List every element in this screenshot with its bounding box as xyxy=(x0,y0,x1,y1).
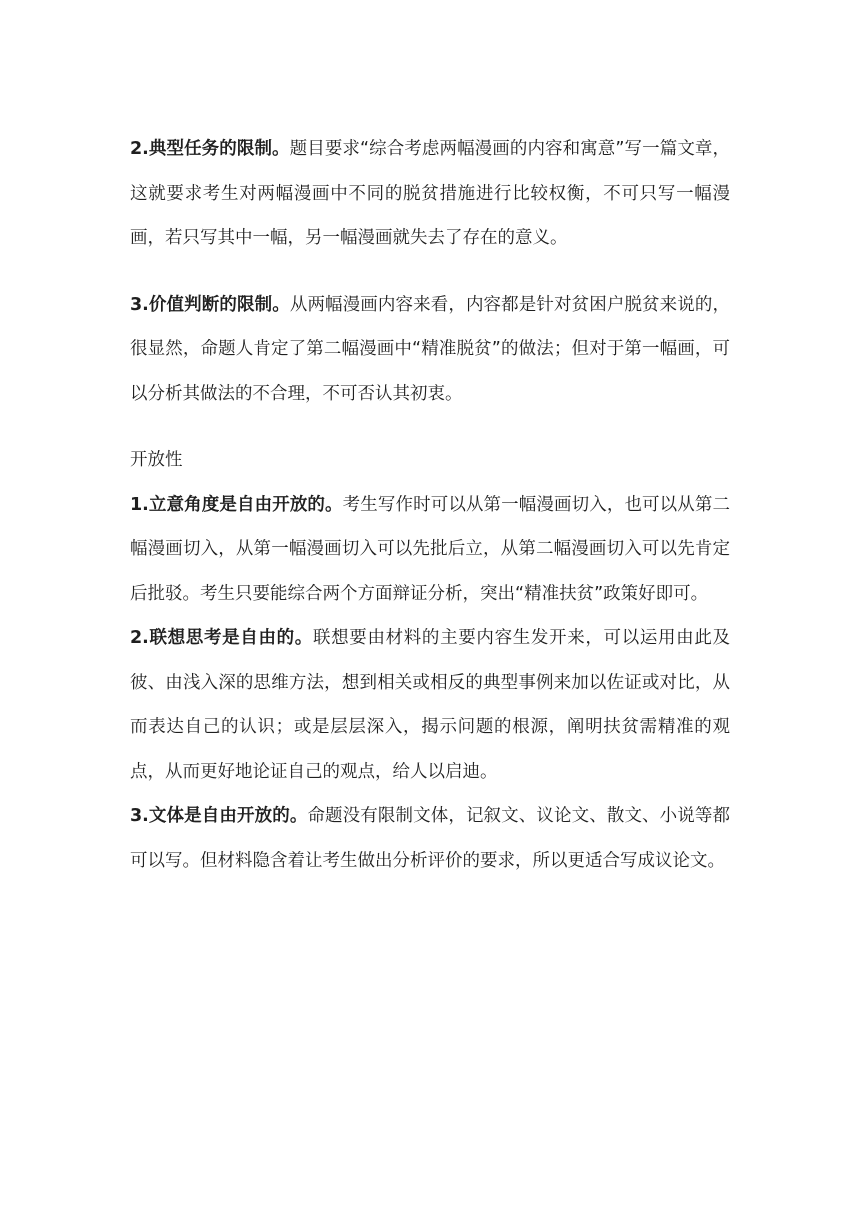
paragraph-lead: 2.联想思考是自由的。 xyxy=(130,628,313,648)
paragraph-text: 联想要由材料的主要内容生发开来，可以运用由此及彼、由浅入深的思维方法，想到相关或相反的典型事例来加以佐证或对比，从而表达自己的认识；或是层层深入，揭示问题的根源，阐明扶贫需精准的观点，从而更好地论证自己的观点，给人以启迪。 xyxy=(130,628,731,782)
paragraph-gap xyxy=(130,261,730,283)
paragraph-text: 命题没有限制文体，记叙文、议论文、散文、小说等都可以写。但材料隐含着让考生做出分析评价的要求，所以更适合写成议论文。 xyxy=(130,806,730,871)
paragraph-gap xyxy=(130,416,730,438)
paragraph-lead: 1.立意角度是自由开放的。 xyxy=(130,494,343,515)
section-heading-openness: 开放性 xyxy=(130,450,183,470)
paragraph-lead: 2.典型任务的限制。 xyxy=(130,139,290,159)
paragraph-lead: 3.文体是自由开放的。 xyxy=(130,806,308,826)
paragraph-text: 考生写作时可以从第一幅漫画切入，也可以从第二幅漫画切入，从第一幅漫画切入可以先批后立，从第二幅漫画切入可以先肯定后批驳。考生只要能综合两个方面辩证分析，突出“精准扶贫”政策好即可。 xyxy=(130,494,731,604)
paragraph-typical-task-limit xyxy=(130,127,730,261)
paragraph-lead: 3.价值判断的限制。 xyxy=(130,294,290,315)
paragraph-text: 题目要求“综合考虑两幅漫画的内容和寓意”写一篇文章，这就要求考生对两幅漫画中不同的脱贫措施进行比较权衡，不可只写一幅漫画，若只写其中一幅，另一幅漫画就失去了存在的意义。 xyxy=(130,139,731,248)
paragraph-value-judgment-limit xyxy=(130,283,730,417)
paragraph-genre-open xyxy=(130,794,730,883)
paragraph-angle-open xyxy=(130,483,730,617)
paragraph-text: 从两幅漫画内容来看，内容都是针对贫困户脱贫来说的，很显然，命题人肯定了第二幅漫画中“精准脱贫”的做法；但对于第一幅画，可以分析其做法的不合理，不可否认其初衷。 xyxy=(130,294,730,404)
paragraph-association-free xyxy=(130,616,730,794)
